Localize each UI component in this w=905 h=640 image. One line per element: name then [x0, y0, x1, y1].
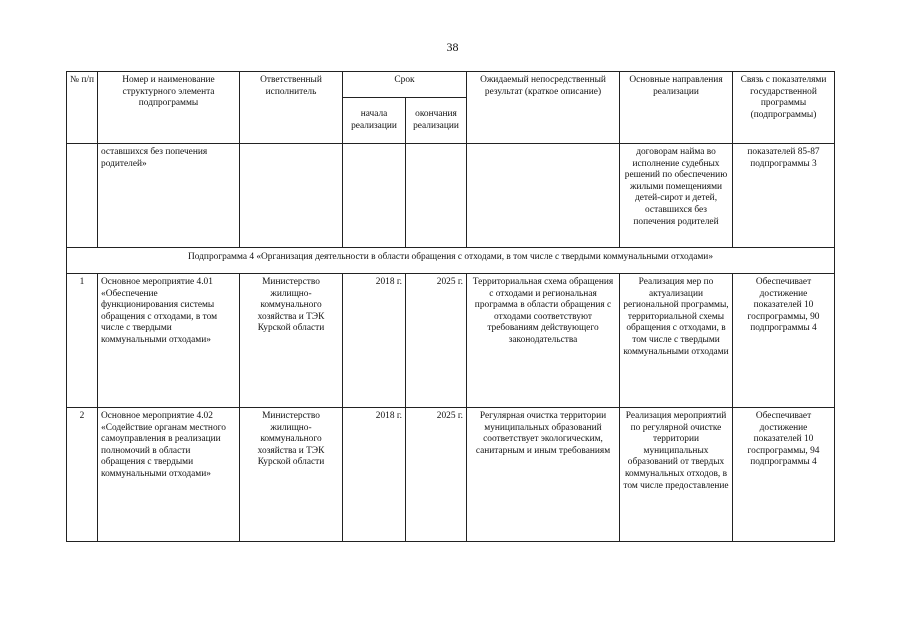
row-executor: Министерство жилищно-коммунального хозяйства и ТЭК Курской области — [240, 408, 343, 542]
header-name: Номер и наименование структурного элемента подпрограммы — [98, 72, 240, 144]
cont-name-cell: оставшихся без попечения родителей» — [98, 144, 240, 248]
header-term: Срок — [343, 72, 467, 98]
subprogram-activities-table — [66, 71, 835, 542]
header-end: окончания реализации — [406, 98, 467, 144]
row-link: Обеспечивает достижение показателей 10 госпрограммы, 94 подпрограммы 4 — [733, 408, 835, 542]
header-link: Связь с показателями государственной программы (подпрограммы) — [733, 72, 835, 144]
cont-link-cell: показателей 85-87 подпрограммы 3 — [733, 144, 835, 248]
cont-start-cell — [343, 144, 406, 248]
row-link: Обеспечивает достижение показателей 10 госпрограммы, 90 подпрограммы 4 — [733, 274, 835, 408]
row-start: 2018 г. — [343, 274, 406, 408]
table-row — [67, 274, 835, 408]
continuation-row — [67, 144, 835, 248]
header-directions: Основные направления реализации — [620, 72, 733, 144]
header-executor: Ответственный исполнитель — [240, 72, 343, 144]
row-num: 2 — [67, 408, 98, 542]
row-name: Основное мероприятие 4.02 «Содействие органам местного самоуправления в реализации полномочий в области обращения с твердыми коммунальными отходами» — [98, 408, 240, 542]
page-number: 38 — [446, 40, 459, 54]
row-num: 1 — [67, 274, 98, 408]
row-directions: Реализация мер по актуализации региональной программы, территориальной схемы обращения с отходами, в том числе с твердыми коммунальными отходами — [620, 274, 733, 408]
subprogram-title-row — [67, 248, 835, 274]
subprogram-title: Подпрограмма 4 «Организация деятельности в области обращения с отходами, в том числе с твердыми коммунальными отходами» — [67, 248, 835, 274]
table-row — [67, 408, 835, 542]
cont-num-cell — [67, 144, 98, 248]
cont-executor-cell — [240, 144, 343, 248]
header-result: Ожидаемый непосредственный результат (краткое описание) — [467, 72, 620, 144]
row-end: 2025 г. — [406, 408, 467, 542]
row-result: Территориальная схема обращения с отходами и региональная программа в области обращения с отходами соответствуют требованиям действующего законодательства — [467, 274, 620, 408]
row-directions: Реализация мероприятий по регулярной очистке территории муниципальных образований от твердых коммунальных отходов, в том числе предоставление — [620, 408, 733, 542]
row-executor: Министерство жилищно-коммунального хозяйства и ТЭК Курской области — [240, 274, 343, 408]
header-row-1 — [67, 72, 835, 98]
row-start: 2018 г. — [343, 408, 406, 542]
cont-result-cell — [467, 144, 620, 248]
cont-end-cell — [406, 144, 467, 248]
row-name: Основное мероприятие 4.01 «Обеспечение функционирования системы обращения с отходами, в том числе с твердыми коммунальными отходами» — [98, 274, 240, 408]
header-num: № п/п — [67, 72, 98, 144]
header-start: начала реализации — [343, 98, 406, 144]
cont-directions-cell: договорам найма во исполнение судебных решений по обеспечению жилыми помещениями детей-сирот и детей, оставшихся без попечения родителей — [620, 144, 733, 248]
row-end: 2025 г. — [406, 274, 467, 408]
row-result: Регулярная очистка территории муниципальных образований соответствует экологическим, санитарным и иным требованиям — [467, 408, 620, 542]
